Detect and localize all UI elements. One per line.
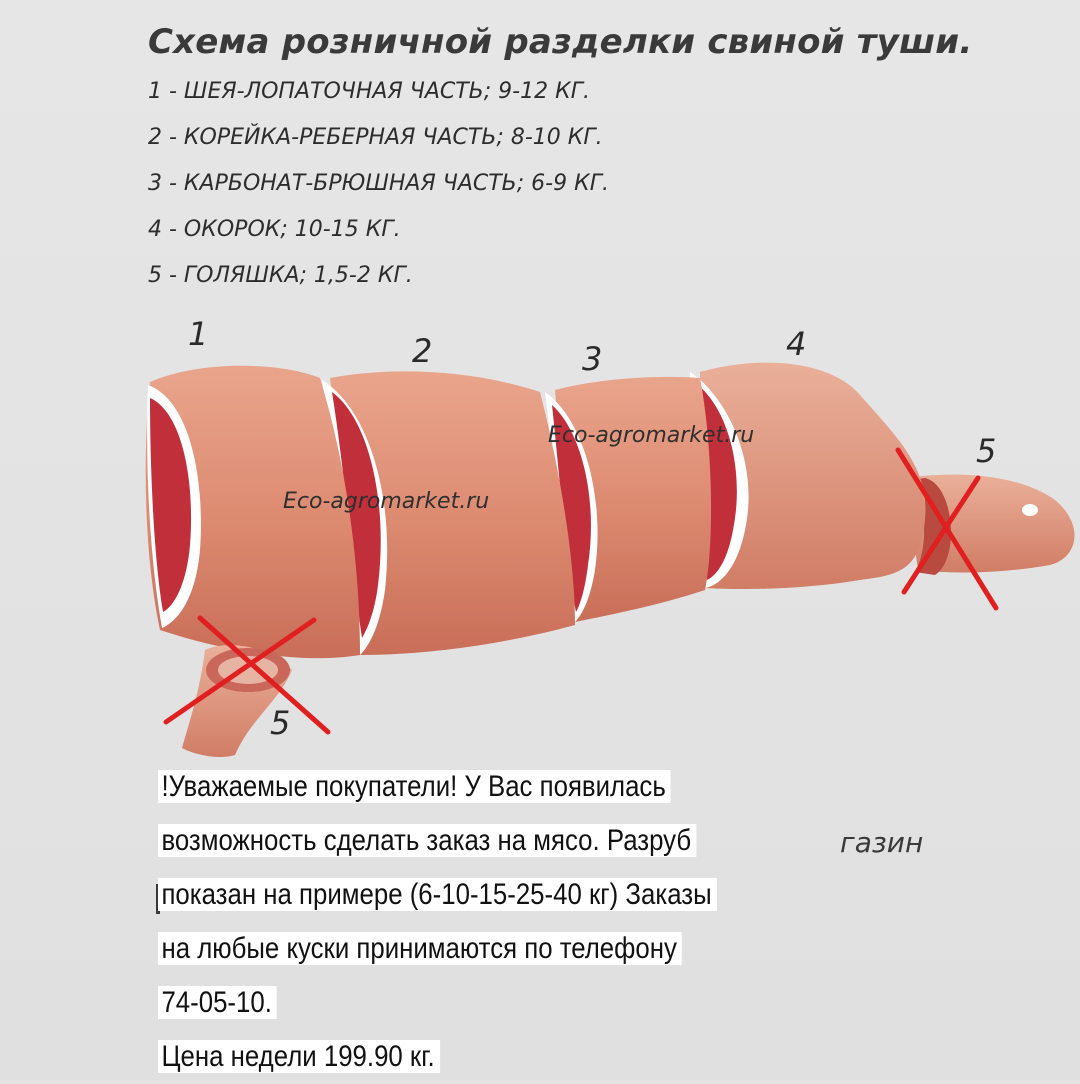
watermark-left: Eco-agromarket.ru bbox=[283, 489, 490, 514]
notice-price: Цена недели 199.90 кг. bbox=[158, 1030, 717, 1084]
notice-line: возможность сделать заказ на мясо. Разруб bbox=[158, 814, 717, 868]
notice-line: !Уважаемые покупатели! У Вас появилась bbox=[158, 760, 717, 814]
customer-notice bbox=[158, 760, 717, 1084]
legend-item-ham: 4 - ОКОРОК; 10-15 КГ. bbox=[148, 217, 401, 242]
legend-item-loin-rib: 2 - КОРЕЙКА-РЕБЕРНАЯ ЧАСТЬ; 8-10 КГ. bbox=[148, 125, 603, 150]
legend-item-shank: 5 - ГОЛЯШКА; 1,5-2 КГ. bbox=[148, 263, 413, 288]
ham-piece bbox=[689, 363, 925, 589]
notice-phone: 74-05-10. bbox=[158, 976, 717, 1030]
diagram-title: Схема розничной разделки свиной туши. bbox=[148, 22, 973, 62]
label-cut-4: 4 bbox=[786, 325, 807, 363]
legend-item-neck-shoulder: 1 - ШЕЯ-ЛОПАТОЧНАЯ ЧАСТЬ; 9-12 КГ. bbox=[148, 79, 590, 104]
label-cut-5-front: 5 bbox=[270, 704, 291, 742]
watermark-right: Eco-agromarket.ru bbox=[548, 423, 755, 448]
rear-shank-piece bbox=[905, 474, 1074, 575]
label-cut-2: 2 bbox=[412, 332, 433, 370]
notice-line: на любые куски принимаются по телефону bbox=[158, 922, 717, 976]
notice-line: показан на примере (6-10-15-25-40 кг) Заказы bbox=[158, 868, 717, 922]
label-cut-1: 1 bbox=[188, 315, 209, 353]
legend-item-carbonate-belly: 3 - КАРБОНАТ-БРЮШНАЯ ЧАСТЬ; 6-9 КГ. bbox=[148, 171, 609, 196]
partially-hidden-text: газин bbox=[840, 826, 924, 859]
label-cut-5-rear: 5 bbox=[976, 432, 997, 470]
label-cut-3: 3 bbox=[582, 340, 603, 378]
